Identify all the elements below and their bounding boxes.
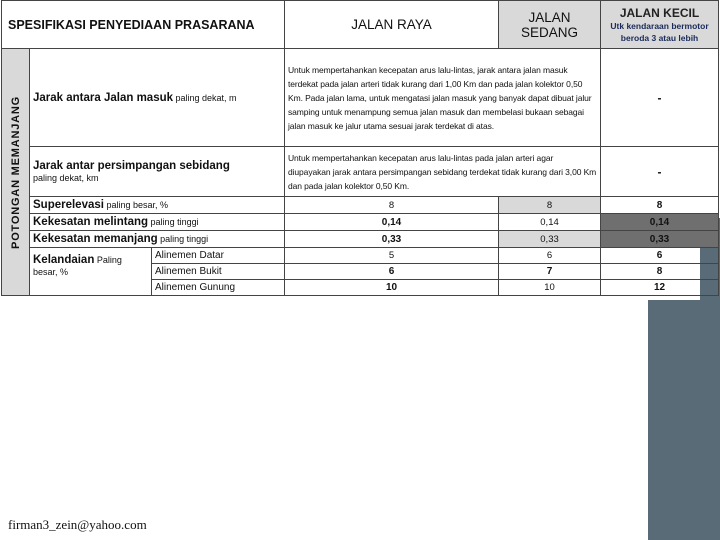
spec-table bbox=[1, 0, 719, 296]
author-email: firman3_zein@yahoo.com bbox=[8, 517, 147, 532]
value-gunung-sedang: 10 bbox=[499, 280, 601, 296]
value-bukit-raya: 6 bbox=[285, 264, 499, 280]
value-melintang-kecil: 0,14 bbox=[601, 214, 719, 231]
param-jarak-jalan-masuk: Jarak antara Jalan masuk paling dekat, m bbox=[30, 49, 285, 147]
value-jarak-persimpangan-kecil: - bbox=[601, 147, 719, 197]
value-superelevasi-kecil: 8 bbox=[601, 197, 719, 214]
value-datar-raya: 5 bbox=[285, 248, 499, 264]
value-melintang-sedang: 0,14 bbox=[499, 214, 601, 231]
param-jarak-persimpangan: Jarak antar persimpangan sebidang paling dekat, km bbox=[30, 147, 285, 197]
value-datar-sedang: 6 bbox=[499, 248, 601, 264]
kelandaian-gunung-label: Alinemen Gunung bbox=[152, 280, 285, 296]
value-melintang-raya: 0,14 bbox=[285, 214, 499, 231]
header-jalan-kecil-sub: Utk kendaraan bermotor beroda 3 atau lebih bbox=[610, 20, 709, 43]
value-memanjang-kecil: 0,33 bbox=[601, 231, 719, 248]
param-kesesatan-melintang: Kekesatan melintang paling tinggi bbox=[30, 214, 285, 231]
value-memanjang-sedang: 0,33 bbox=[499, 231, 601, 248]
header-jalan-kecil bbox=[601, 1, 719, 49]
header-jalan-sedang: JALAN SEDANG bbox=[499, 1, 601, 49]
param-kesesatan-memanjang: Kekesatan memanjang paling tinggi bbox=[30, 231, 285, 248]
kelandaian-datar-label: Alinemen Datar bbox=[152, 248, 285, 264]
param-superelevasi: Superelevasi paling besar, % bbox=[30, 197, 285, 214]
value-bukit-sedang: 7 bbox=[499, 264, 601, 280]
value-datar-kecil: 6 bbox=[601, 248, 719, 264]
kelandaian-bukit-label: Alinemen Bukit bbox=[152, 264, 285, 280]
header-jalan-raya: JALAN RAYA bbox=[285, 1, 499, 49]
value-memanjang-raya: 0,33 bbox=[285, 231, 499, 248]
value-superelevasi-sedang: 8 bbox=[499, 197, 601, 214]
value-bukit-kecil: 8 bbox=[601, 264, 719, 280]
side-label: POTONGAN MEMANJANG bbox=[9, 95, 22, 249]
desc-jarak-jalan-masuk: Untuk mempertahankan kecepatan arus lalu-lintas, jarak antara jalan masuk terdekat pada jalan arteri tidak kurang dari 1,00 Km dan pada jalan kolektor 0,50 Km. Pada jalan lama, untuk mengatasi jalan masuk yang banyak dapat dibuat jalur samping untuk menampung semua jalan masuk dan membelasi bukaan sebagai jalan masuk ke jalur utama sesuai jarak terdekat di atas. bbox=[285, 49, 601, 147]
desc-jarak-persimpangan: Untuk mempertahankan kecepatan arus lalu-lintas pada jalan arteri agar diupayakan jarak antara persimpangan sebidang terdekat tidak kurang dari 3,00 Km dan pada jalan kolektor 0,50 Km. bbox=[285, 147, 601, 197]
side-label-cell bbox=[2, 49, 30, 296]
value-jarak-jalan-masuk-kecil: - bbox=[601, 49, 719, 147]
header-jalan-kecil-title: JALAN KECIL bbox=[619, 5, 700, 20]
value-gunung-raya: 10 bbox=[285, 280, 499, 296]
value-superelevasi-raya: 8 bbox=[285, 197, 499, 214]
slide-decoration-panel bbox=[648, 300, 720, 540]
table-title: SPESIFIKASI PENYEDIAAN PRASARANA bbox=[2, 1, 285, 49]
param-kelandaian: Kelandaian Paling besar, % bbox=[30, 248, 152, 296]
value-gunung-kecil: 12 bbox=[601, 280, 719, 296]
